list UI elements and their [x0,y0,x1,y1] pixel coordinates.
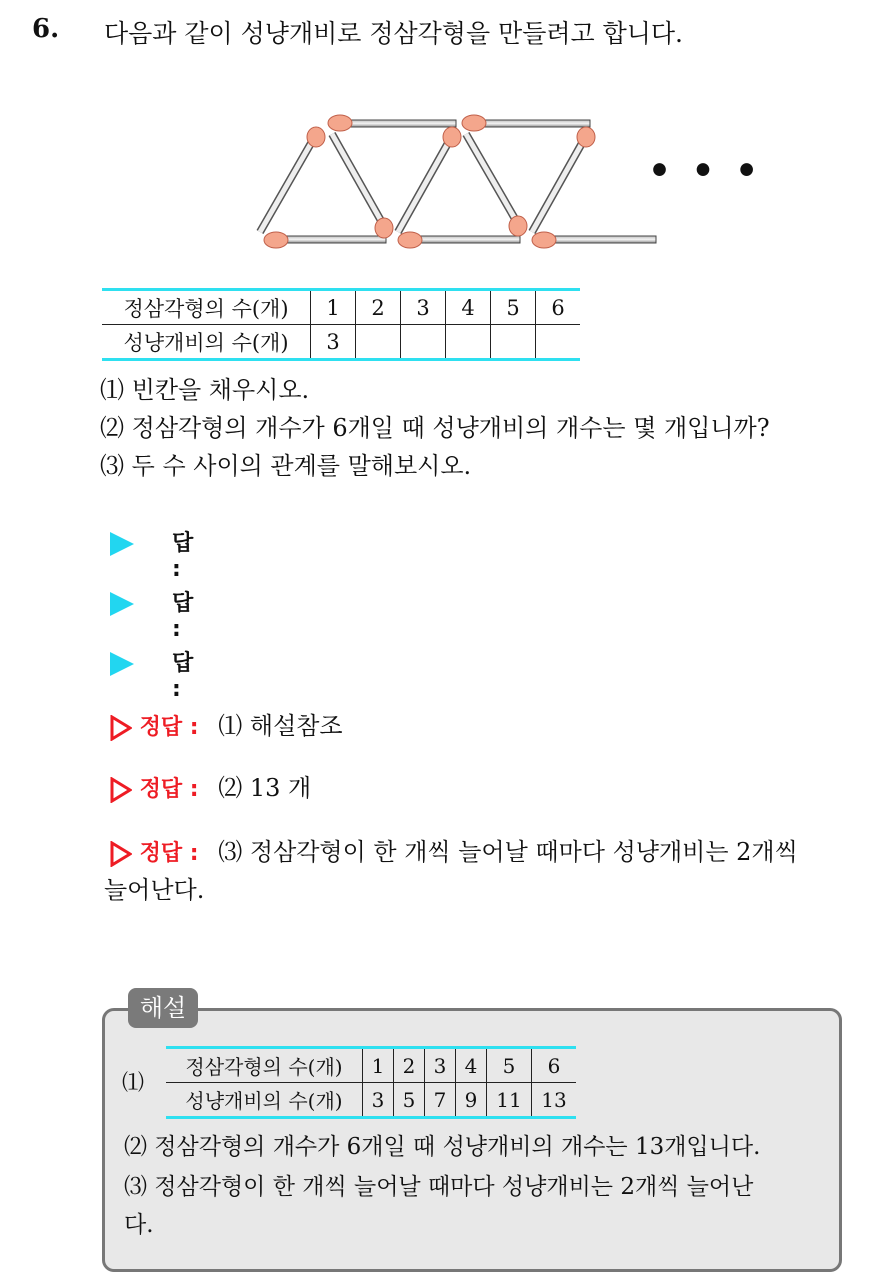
match-head [328,115,352,131]
matchstick [332,134,384,226]
table-cell: 5 [394,1083,425,1118]
matchstick-figure [248,104,668,254]
table-row-label: 성냥개비의 수(개) [166,1083,363,1118]
question-text: 다음과 같이 성냥개비로 정삼각형을 만들려고 합니다. [104,19,683,48]
matchstick [344,120,456,127]
correct-label: 정답 : [139,777,199,802]
match-head [443,127,461,147]
table-cell: 2 [394,1048,425,1083]
explanation-item-2: ⑵ 정삼각형의 개수가 6개일 때 성냥개비의 개수는 13개입니다. [124,1134,761,1160]
table-cell: 1 [363,1048,394,1083]
table-cell: 3 [425,1048,456,1083]
table-row-label: 정삼각형의 수(개) [102,290,311,325]
table-cell: 5 [487,1048,532,1083]
matchstick [532,136,586,232]
correct-label: 정답 : [139,715,199,740]
table-cell [401,325,446,360]
matchstick [478,120,590,127]
table-cell: 3 [311,325,356,360]
table-cell: 3 [363,1083,394,1118]
matchstick [260,138,314,232]
table-cell [536,325,581,360]
explanation-tab: 해설 [128,988,198,1028]
table-cell: 6 [532,1048,577,1083]
continuation-dots: • • • [648,150,763,192]
table-row-label: 정삼각형의 수(개) [166,1048,363,1083]
table-cell: 6 [536,290,581,325]
explanation-item-1-prefix: ⑴ [122,1071,145,1096]
play-triangle-icon [110,532,134,556]
answer-label: 답 : [172,591,194,642]
table-cell: 1 [311,290,356,325]
correct-answer-1 [110,706,343,741]
match-head [375,218,393,238]
correct-answer-text: ⑵ 13 개 [218,774,312,802]
subquestion-2: ⑵ 정삼각형의 개수가 6개일 때 성냥개비의 개수는 몇 개입니까? [100,414,770,442]
answer-label: 답 : [172,531,194,582]
table-cell [356,325,401,360]
explanation-item-3: ⑶ 정삼각형이 한 개씩 늘어날 때마다 성냥개비는 2개씩 늘어난 [124,1174,754,1200]
table-cell [491,325,536,360]
table-cell: 9 [456,1083,487,1118]
matchstick [410,236,520,243]
outline-triangle-icon [110,777,132,803]
table-cell: 4 [446,290,491,325]
match-head [264,232,288,248]
answer-line-3[interactable] [110,648,194,702]
table-row-label: 성냥개비의 수(개) [102,325,311,360]
match-head [509,216,527,236]
outline-triangle-icon [110,841,132,867]
answer-line-1[interactable] [110,528,194,582]
subquestion-1: ⑴ 빈칸을 채우시오. [100,376,310,404]
matchstick [398,136,452,232]
answer-label: 답 : [172,651,194,702]
correct-answer-3 [110,832,798,867]
table-cell: 11 [487,1083,532,1118]
correct-label: 정답 : [139,841,199,866]
matchstick [276,236,386,243]
match-head [398,232,422,248]
outline-triangle-icon [110,715,132,741]
subquestion-3: ⑶ 두 수 사이의 관계를 말해보시오. [100,452,472,480]
correct-answer-2 [110,768,311,803]
correct-answer-text: ⑴ 해설참조 [218,712,343,740]
matchstick [466,134,518,224]
match-head [462,115,486,131]
table-cell: 4 [456,1048,487,1083]
explanation-item-3-cont: 다. [124,1212,154,1238]
table-cell: 2 [356,290,401,325]
table-cell: 5 [491,290,536,325]
matchstick-table [102,288,580,361]
table-cell [446,325,491,360]
matchstick [544,236,656,243]
table-cell: 7 [425,1083,456,1118]
correct-answer-3-cont: 늘어난다. [104,876,205,904]
question-number: 6. [32,14,60,44]
table-cell: 13 [532,1083,577,1118]
play-triangle-icon [110,592,134,616]
table-cell: 3 [401,290,446,325]
match-head [577,127,595,147]
match-head [307,127,325,147]
explanation-table [166,1046,576,1119]
correct-answer-text: ⑶ 정삼각형이 한 개씩 늘어날 때마다 성냥개비는 2개씩 [218,838,798,866]
match-head [532,232,556,248]
play-triangle-icon [110,652,134,676]
answer-line-2[interactable] [110,588,194,642]
